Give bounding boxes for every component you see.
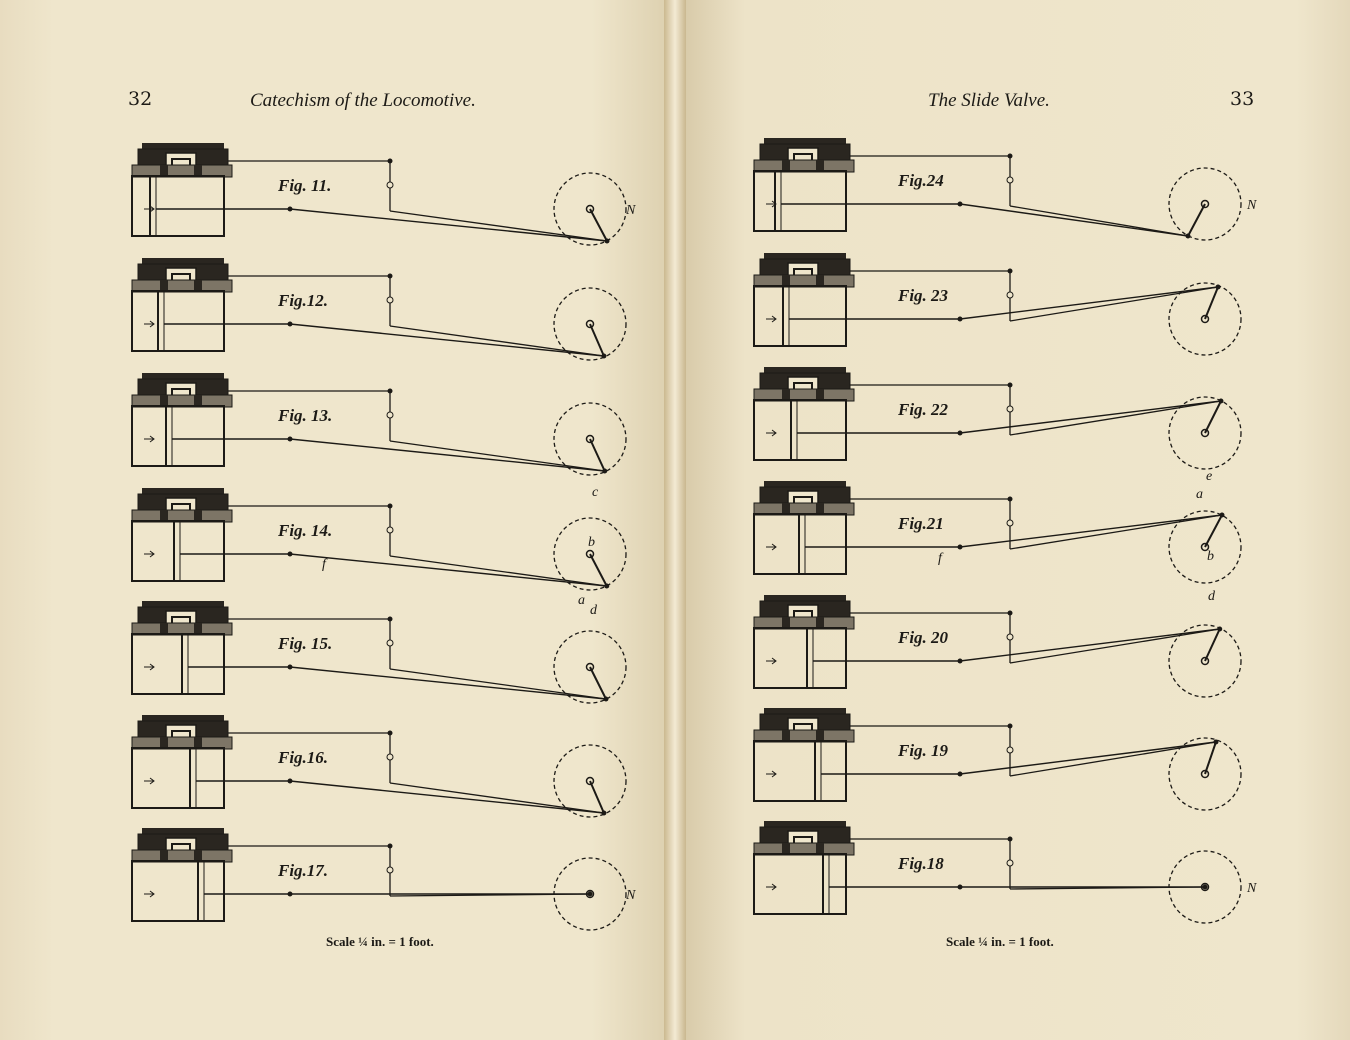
direction-arrow [144, 321, 154, 327]
left-figure-4 [132, 488, 626, 590]
figure-label: Fig.21 [898, 514, 944, 533]
cylinder [754, 400, 846, 460]
crank-arm [1205, 742, 1216, 774]
rocker-pin-top [388, 731, 393, 736]
rocker-pivot [387, 297, 393, 303]
rocker-pin-top [388, 504, 393, 509]
direction-arrow [766, 544, 776, 550]
left-figure-6 [132, 715, 626, 817]
crank-pin [588, 892, 593, 897]
cylinder [132, 176, 224, 236]
rocker-pivot [387, 640, 393, 646]
left-running-head: Catechism of the Locomotive. [250, 90, 476, 111]
connecting-rod [960, 742, 1216, 774]
crank-arm [590, 324, 604, 356]
rocker-pin-top [388, 274, 393, 279]
rocker-pivot [1007, 860, 1013, 866]
fig21-letter-e: e [1206, 469, 1213, 484]
fig21-letter-d: d [1208, 589, 1215, 604]
direction-arrow [766, 658, 776, 664]
connecting-rod [290, 324, 604, 356]
right-figure-2 [754, 253, 1241, 355]
left-scale-note: Scale ¼ in. = 1 foot. [326, 934, 434, 949]
connecting-rod [290, 667, 606, 699]
left-figure-7 [132, 828, 636, 930]
direction-arrow [144, 778, 154, 784]
rocker-pivot [1007, 406, 1013, 412]
cylinder [754, 628, 846, 688]
right-figure-1 [754, 138, 1257, 240]
rocker-pivot [1007, 292, 1013, 298]
rocker-pin-top [1008, 269, 1013, 274]
cylinder [754, 741, 846, 801]
crank-pin [605, 239, 610, 244]
crank-pin [602, 469, 607, 474]
crank-pin [603, 697, 608, 702]
cylinder [132, 861, 224, 921]
rocker-pivot [387, 182, 393, 188]
eccentric-rod [390, 326, 604, 356]
cylinder [754, 854, 846, 914]
rocker-pin-top [1008, 497, 1013, 502]
figure-label: Fig. 14. [278, 521, 333, 540]
crank-pin [601, 354, 606, 359]
crank-arm [590, 781, 604, 813]
figure-label: Fig.12. [278, 291, 329, 310]
crank-arm [1205, 401, 1221, 433]
eccentric-rod [390, 441, 605, 471]
rocker-pivot [387, 527, 393, 533]
connecting-rod [290, 209, 607, 241]
eccentric-rod [1010, 287, 1218, 321]
rocker-pivot [1007, 747, 1013, 753]
crank-arm [590, 554, 607, 586]
eccentric-rod [1010, 742, 1216, 776]
rocker-pivot [387, 754, 393, 760]
figure-label: Fig. 22 [898, 400, 949, 419]
crank-arm [1188, 204, 1205, 236]
connecting-rod [960, 204, 1188, 236]
figure-label: Fig.24 [898, 171, 944, 190]
eccentric-rod [1010, 629, 1220, 663]
rocker-pivot [1007, 634, 1013, 640]
crank-pin [1218, 399, 1223, 404]
fig21-letter-b: b [1207, 549, 1214, 564]
crank-pin [1186, 234, 1191, 239]
connecting-rod [960, 629, 1220, 661]
cylinder [132, 291, 224, 351]
crank-arm [590, 209, 607, 241]
eccentric-rod [390, 556, 607, 586]
rocker-pin-top [388, 617, 393, 622]
figure-label: Fig. 20 [898, 628, 949, 647]
right-page-number: 33 [1230, 88, 1255, 110]
rocker-pivot [1007, 520, 1013, 526]
cylinder [132, 521, 224, 581]
right-running-head: The Slide Valve. [928, 90, 1050, 111]
end-mark-label: N [626, 888, 636, 903]
left-figure-3 [132, 373, 626, 475]
right-figure-6 [754, 708, 1241, 810]
crank-pin [1203, 885, 1208, 890]
right-figure-5 [754, 595, 1241, 697]
figure-label: Fig. 15. [278, 634, 333, 653]
figure-label: Fig. 11. [278, 176, 332, 195]
connecting-rod [960, 515, 1222, 547]
fig21-letter-a: a [1196, 487, 1203, 502]
rocker-pin-top [388, 159, 393, 164]
rocker-pin-top [388, 389, 393, 394]
eccentric-rod [390, 783, 604, 813]
connecting-rod [290, 781, 604, 813]
crank-pin [1216, 285, 1221, 290]
rocker-pin-top [1008, 154, 1013, 159]
end-mark-label: N [626, 203, 636, 218]
rocker-pivot [1007, 177, 1013, 183]
crank-arm [590, 667, 606, 699]
direction-arrow [766, 316, 776, 322]
figure-label: Fig. 23 [898, 286, 949, 305]
cylinder [754, 171, 846, 231]
eccentric-rod [1010, 206, 1188, 236]
cylinder [754, 286, 846, 346]
figure-label: Fig. 13. [278, 406, 333, 425]
crank-pin [1213, 740, 1218, 745]
rocker-pivot [387, 412, 393, 418]
rocker-pin-top [1008, 383, 1013, 388]
end-mark-label: N [1247, 881, 1257, 896]
direction-arrow [766, 884, 776, 890]
direction-arrow [766, 771, 776, 777]
figure-label: Fig.18 [898, 854, 944, 873]
cylinder [132, 748, 224, 808]
direction-arrow [766, 430, 776, 436]
fig14-letter-b: b [588, 535, 595, 550]
rocker-pin-top [1008, 611, 1013, 616]
right-figure-3 [754, 367, 1241, 469]
crank-arm [590, 439, 605, 471]
cylinder [132, 406, 224, 466]
fig21-letter-f: f [938, 551, 942, 566]
right-figure-7 [754, 821, 1257, 923]
crank-arm [1205, 515, 1222, 547]
fig14-letter-d: d [590, 603, 597, 618]
crank-pin [604, 584, 609, 589]
fig14-letter-c: c [592, 485, 599, 500]
cylinder [132, 634, 224, 694]
figure-label: Fig. 19 [898, 741, 949, 760]
direction-arrow [144, 551, 154, 557]
direction-arrow [144, 891, 154, 897]
end-mark-label: N [1247, 198, 1257, 213]
crank-pin [1217, 627, 1222, 632]
eccentric-rod [1010, 515, 1222, 549]
crank-pin [601, 811, 606, 816]
eccentric-rod [390, 669, 606, 699]
crank-pin [1220, 513, 1225, 518]
connecting-rod [960, 287, 1218, 319]
rocker-pin-top [1008, 724, 1013, 729]
rocker-pivot [387, 867, 393, 873]
figure-label: Fig.16. [278, 748, 329, 767]
rocker-pin-top [388, 844, 393, 849]
connecting-rod [290, 439, 605, 471]
crank-arm [1205, 629, 1220, 661]
left-page-number: 32 [128, 88, 153, 110]
eccentric-rod [390, 211, 607, 241]
crank-arm [1205, 287, 1218, 319]
connecting-rod [960, 401, 1221, 433]
left-figure-2 [132, 258, 626, 360]
figure-label: Fig.17. [278, 861, 329, 880]
left-figure-5 [132, 601, 626, 703]
connecting-rod [290, 554, 607, 586]
direction-arrow [144, 664, 154, 670]
left-figure-1 [132, 143, 636, 245]
fig14-letter-f: f [322, 557, 326, 572]
eccentric-rod [1010, 401, 1221, 435]
right-scale-note: Scale ¼ in. = 1 foot. [946, 934, 1054, 949]
direction-arrow [144, 436, 154, 442]
right-figure-4 [754, 481, 1241, 583]
fig14-letter-a: a [578, 593, 585, 608]
rocker-pin-top [1008, 837, 1013, 842]
